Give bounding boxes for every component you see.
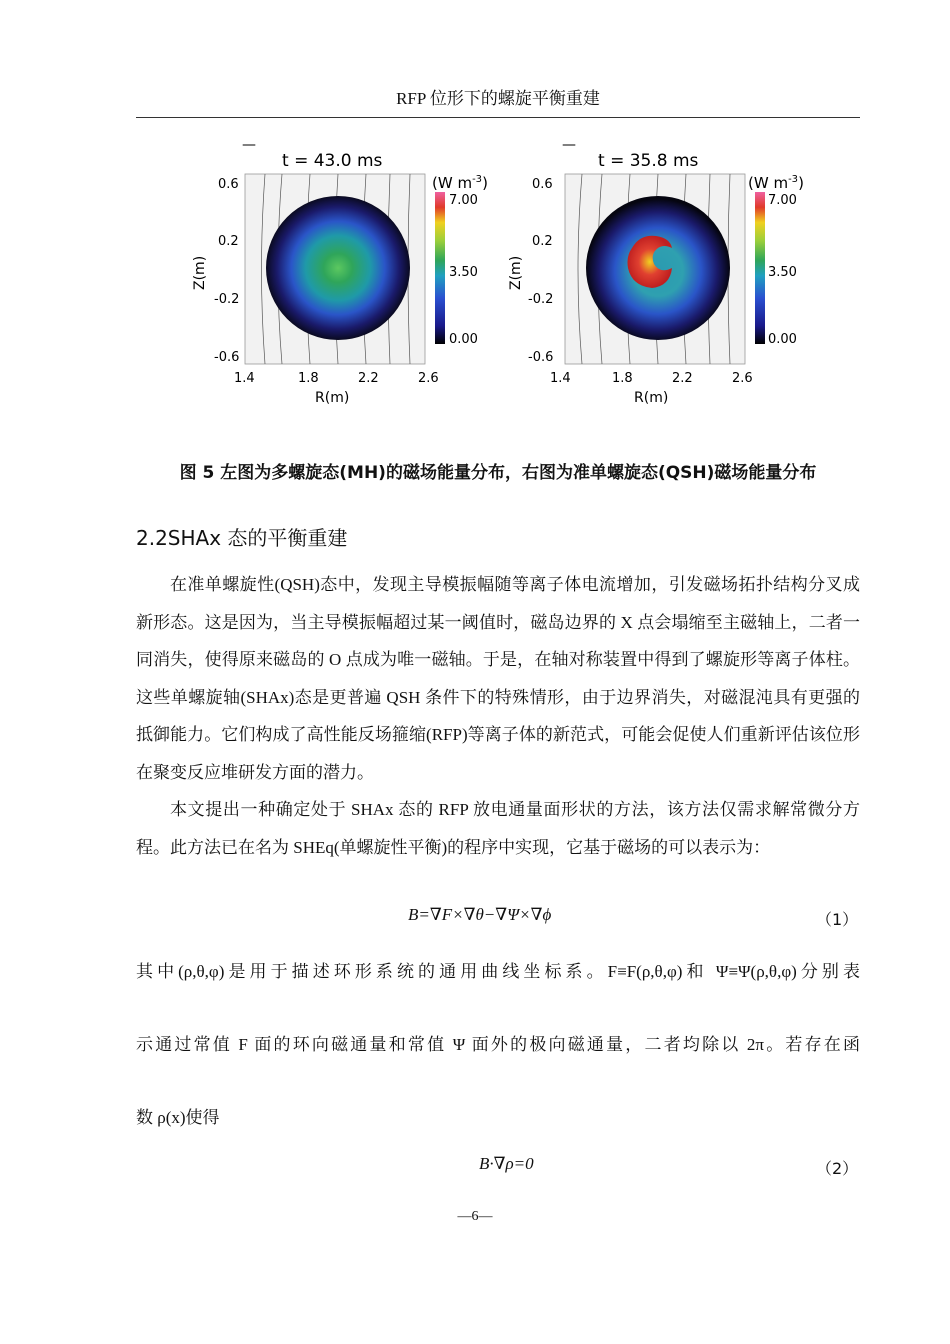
text-line-1: 其中(ρ,θ,φ)是用于描述环形系统的通用曲线坐标系。F≡F(ρ,θ,φ)和 Ψ≡Ψ(ρ,θ,φ)分别表 [136,962,860,981]
right-xtick: 2.6 [732,371,753,386]
right-cbar-max: 7.00 [768,193,797,208]
figure-5 [170,140,850,420]
left-dash: — [242,140,256,153]
equation-1: B=∇F×∇θ−∇Ψ×∇ϕ [408,905,552,924]
equation-2: B·∇ρ=0 [479,1154,534,1173]
right-ytick: -0.6 [528,350,554,365]
left-xtick: 1.8 [298,371,319,386]
left-energy-disk [266,196,410,340]
right-ytick: -0.2 [528,292,554,307]
left-xtick: 2.2 [358,371,379,386]
paragraph-1: 在准单螺旋性(QSH)态中，发现主导模振幅随等离子体电流增加，引发磁场拓扑结构分叉成新形态。这是因为，当主导模振幅超过某一阈值时，磁岛边界的 X 点会塌缩至主磁轴上，二者一同消失，使得原来磁岛的 O 点成为唯一磁轴。于是，在轴对称装置中得到了螺旋形等离子体柱。这些单螺旋轴(SHAx)态是更普遍 QSH 条件下的特殊情形，由于边界消失，对磁混沌具有更强的抵御能力。它们构成了高性能反场箍缩(RFP)等离子体的新范式，可能会促使人们重新评估该位形在聚变反应堆研发方面的潜力。 [136,575,860,782]
figure-5-image [170,140,850,420]
section-heading: 2.2SHAx 态的平衡重建 [136,526,348,550]
equation-1-number: （1） [816,910,859,929]
left-ytick: 0.6 [218,177,239,192]
left-time: t = 43.0 ms [282,151,383,171]
right-xtick: 1.8 [612,371,633,386]
text-line-2: 示通过常值 F 面的环向磁通量和常值 Ψ 面外的极向磁通量，二者均除以 2π。若存在函 [136,1035,860,1054]
right-xlabel: R(m) [634,390,669,406]
right-dash: — [562,140,576,153]
left-xlabel: R(m) [315,390,350,406]
right-panel [508,140,804,406]
left-ytick: -0.2 [214,292,240,307]
page-number: —6— [457,1209,493,1224]
right-time: t = 35.8 ms [598,151,699,171]
left-cbar-mid: 3.50 [449,265,478,280]
left-cbar-min: 0.00 [449,332,478,347]
right-unit: (W $m^{-3}$) [748,174,804,192]
right-ylabel: Z(m) [508,255,524,290]
left-ylabel: Z(m) [192,255,208,290]
right-cbar-mid: 3.50 [768,265,797,280]
running-header: RFP 位形下的螺旋平衡重建 [136,84,860,118]
right-xtick: 1.4 [550,371,571,386]
right-colorbar [755,192,765,344]
left-ytick: -0.6 [214,350,240,365]
right-ytick: 0.6 [532,177,553,192]
equation-2-number: （2） [816,1159,859,1178]
right-xtick: 2.2 [672,371,693,386]
paragraph-2: 本文提出一种确定处于 SHAx 态的 RFP 放电通量面形状的方法，该方法仅需求解常微分方程。此方法已在名为 SHEq(单螺旋性平衡)的程序中实现，它基于磁场的可以表示为： [136,800,860,857]
left-ytick: 0.2 [218,234,239,249]
left-xtick: 2.6 [418,371,439,386]
left-panel [192,140,488,406]
left-colorbar [435,192,445,344]
text-line-3: 数 ρ(x)使得 [136,1108,220,1127]
right-energy-disk [586,196,730,340]
left-cbar-max: 7.00 [449,193,478,208]
left-unit: (W $m^{-3}$) [432,174,488,192]
right-ytick: 0.2 [532,234,553,249]
right-cbar-min: 0.00 [768,332,797,347]
figure-caption: 图 5 左图为多螺旋态(MH)的磁场能量分布，右图为准单螺旋态(QSH)磁场能量分布 [179,463,817,483]
left-xtick: 1.4 [234,371,255,386]
